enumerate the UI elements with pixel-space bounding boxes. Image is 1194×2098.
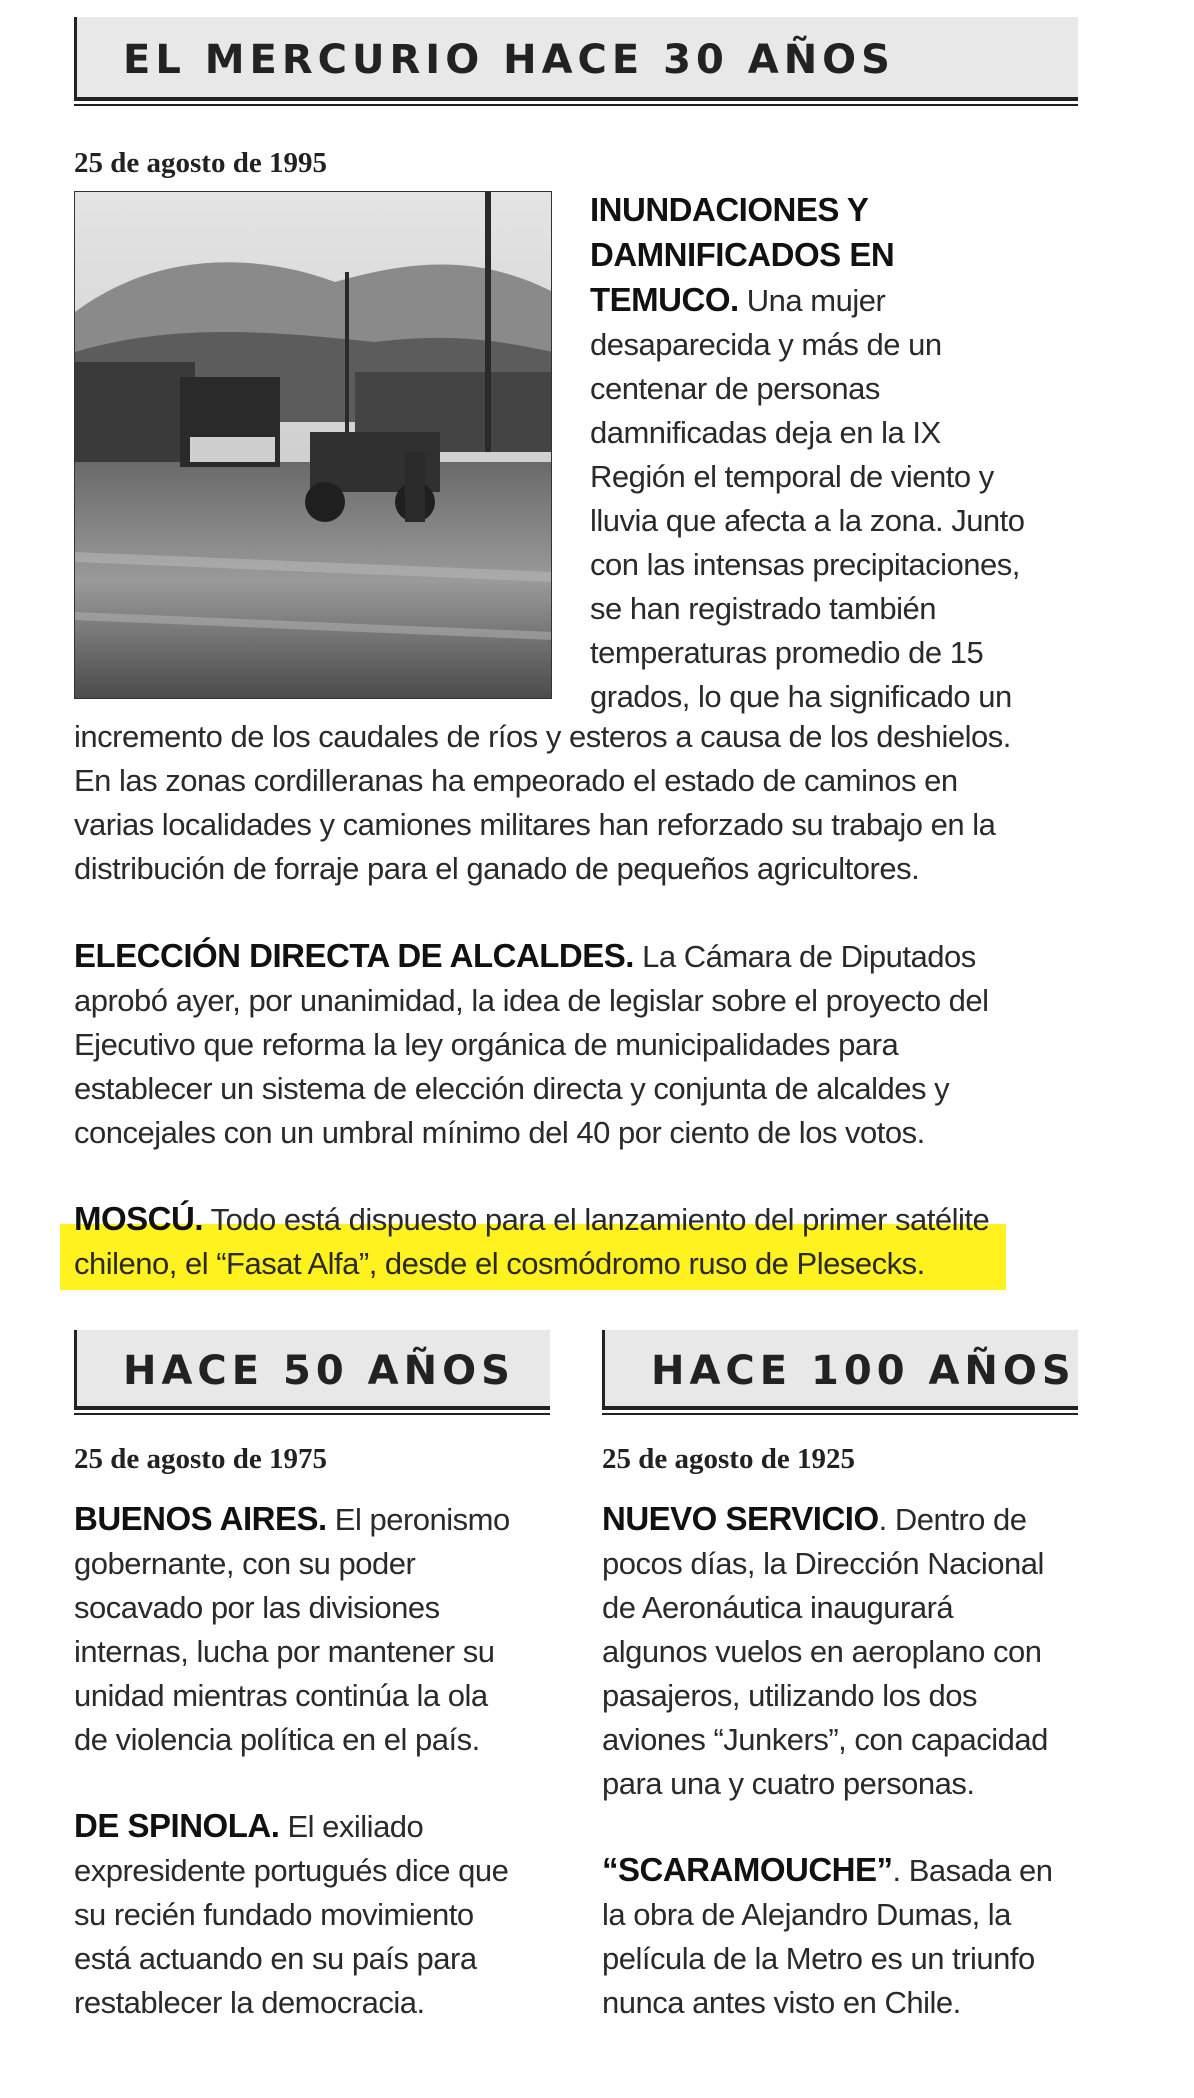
section-50-title: HACE 50 AÑOS <box>123 1348 515 1394</box>
main-section-header <box>74 17 1078 97</box>
main-header-rule-thin <box>74 104 1078 106</box>
section-100-rule <box>602 1406 1078 1410</box>
body-line: con las intensas precipitaciones, <box>590 547 1020 582</box>
story-inundaciones-headline <box>590 188 1070 719</box>
body-line: aprobó ayer, por unanimidad, la idea de legislar sobre el proyecto del <box>74 983 989 1018</box>
body-line: El exiliado <box>287 1809 424 1844</box>
body-line: Una mujer <box>746 283 886 318</box>
story-moscu <box>74 1197 1084 1286</box>
story-headline: ELECCIÓN DIRECTA DE ALCALDES. <box>74 937 634 974</box>
story-buenos-aires <box>74 1497 554 1762</box>
body-line: para una y cuatro personas. <box>602 1766 975 1801</box>
date-1995: 25 de agosto de 1995 <box>74 147 327 179</box>
body-line: unidad mientras continúa la ola <box>74 1678 488 1713</box>
story-headline: MOSCÚ. <box>74 1200 203 1237</box>
section-50-rule-thin <box>74 1413 550 1415</box>
date-1925: 25 de agosto de 1925 <box>602 1443 855 1475</box>
body-line: lluvia que afecta a la zona. Junto <box>590 503 1025 538</box>
story-inundaciones-body-wide <box>74 715 1084 891</box>
story-headline: DE SPINOLA. <box>74 1807 280 1844</box>
body-line: Ejecutivo que reforma la ley orgánica de municipalidades para <box>74 1027 899 1062</box>
body-line: internas, lucha por mantener su <box>74 1634 495 1669</box>
body-line: En las zonas cordilleranas ha empeorado el estado de caminos en <box>74 763 958 798</box>
body-line: pocos días, la Dirección Nacional <box>602 1546 1044 1581</box>
main-header-rule <box>74 97 1078 101</box>
story-headline: NUEVO SERVICIO <box>602 1500 879 1537</box>
headline-line: INUNDACIONES Y <box>590 191 869 228</box>
story-de-spinola <box>74 1804 554 2025</box>
body-line: está actuando en su país para <box>74 1941 477 1976</box>
section-100-rule-thin <box>602 1413 1078 1415</box>
flood-photo <box>74 191 552 699</box>
section-50-header <box>74 1330 550 1406</box>
body-line: El peronismo <box>334 1502 510 1537</box>
body-line: incremento de los caudales de ríos y esteros a causa de los deshielos. <box>74 719 1011 754</box>
story-eleccion <box>74 934 1084 1155</box>
body-line: expresidente portugués dice que <box>74 1853 509 1888</box>
body-line: de Aeronáutica inaugurará <box>602 1590 954 1625</box>
section-100-title: HACE 100 AÑOS <box>651 1348 1076 1394</box>
body-line: pasajeros, utilizando los dos <box>602 1678 977 1713</box>
body-line: chileno, el “Fasat Alfa”, desde el cosmódromo ruso de Plesecks. <box>74 1246 925 1281</box>
section-50-rule <box>74 1406 550 1410</box>
main-section-title: EL MERCURIO HACE 30 AÑOS <box>123 37 895 83</box>
body-line: aviones “Junkers”, con capacidad <box>602 1722 1048 1757</box>
body-line: Todo está dispuesto para el lanzamiento del primer satélite <box>210 1202 990 1237</box>
headline-line: TEMUCO. <box>590 281 739 318</box>
body-line: restablecer la democracia. <box>74 1985 425 2020</box>
body-line: socavado por las divisiones <box>74 1590 440 1625</box>
body-line: su recién fundado movimiento <box>74 1897 474 1932</box>
date-1975: 25 de agosto de 1975 <box>74 1443 327 1475</box>
body-line: . Basada en <box>892 1853 1053 1888</box>
body-line: algunos vuelos en aeroplano con <box>602 1634 1042 1669</box>
headline-line: DAMNIFICADOS EN <box>590 236 895 273</box>
body-line: gobernante, con su poder <box>74 1546 416 1581</box>
body-line: Región el temporal de viento y <box>590 459 994 494</box>
body-line: se han registrado también <box>590 591 936 626</box>
story-nuevo-servicio <box>602 1497 1092 1806</box>
body-line: damnificadas deja en la IX <box>590 415 941 450</box>
section-100-header <box>602 1330 1078 1406</box>
story-scaramouche <box>602 1848 1092 2025</box>
body-line: establecer un sistema de elección directa y conjunta de alcaldes y <box>74 1071 950 1106</box>
body-line: de violencia política en el país. <box>74 1722 480 1757</box>
body-line: desaparecida y más de un <box>590 327 942 362</box>
body-line: concejales con un umbral mínimo del 40 por ciento de los votos. <box>74 1115 925 1150</box>
body-line: La Cámara de Diputados <box>642 939 976 974</box>
body-line: . Dentro de <box>878 1502 1027 1537</box>
body-line: la obra de Alejandro Dumas, la <box>602 1897 1011 1932</box>
story-headline: BUENOS AIRES. <box>74 1500 327 1537</box>
story-headline: “SCARAMOUCHE” <box>602 1851 893 1888</box>
body-line: grados, lo que ha significado un <box>590 679 1012 714</box>
body-line: varias localidades y camiones militares han reforzado su trabajo en la <box>74 807 996 842</box>
body-line: película de la Metro es un triunfo <box>602 1941 1035 1976</box>
body-line: centenar de personas <box>590 371 880 406</box>
body-line: nunca antes visto en Chile. <box>602 1985 961 2020</box>
flood-photo-icon <box>75 192 552 699</box>
body-line: temperaturas promedio de 15 <box>590 635 984 670</box>
body-line: distribución de forraje para el ganado de pequeños agricultores. <box>74 851 920 886</box>
